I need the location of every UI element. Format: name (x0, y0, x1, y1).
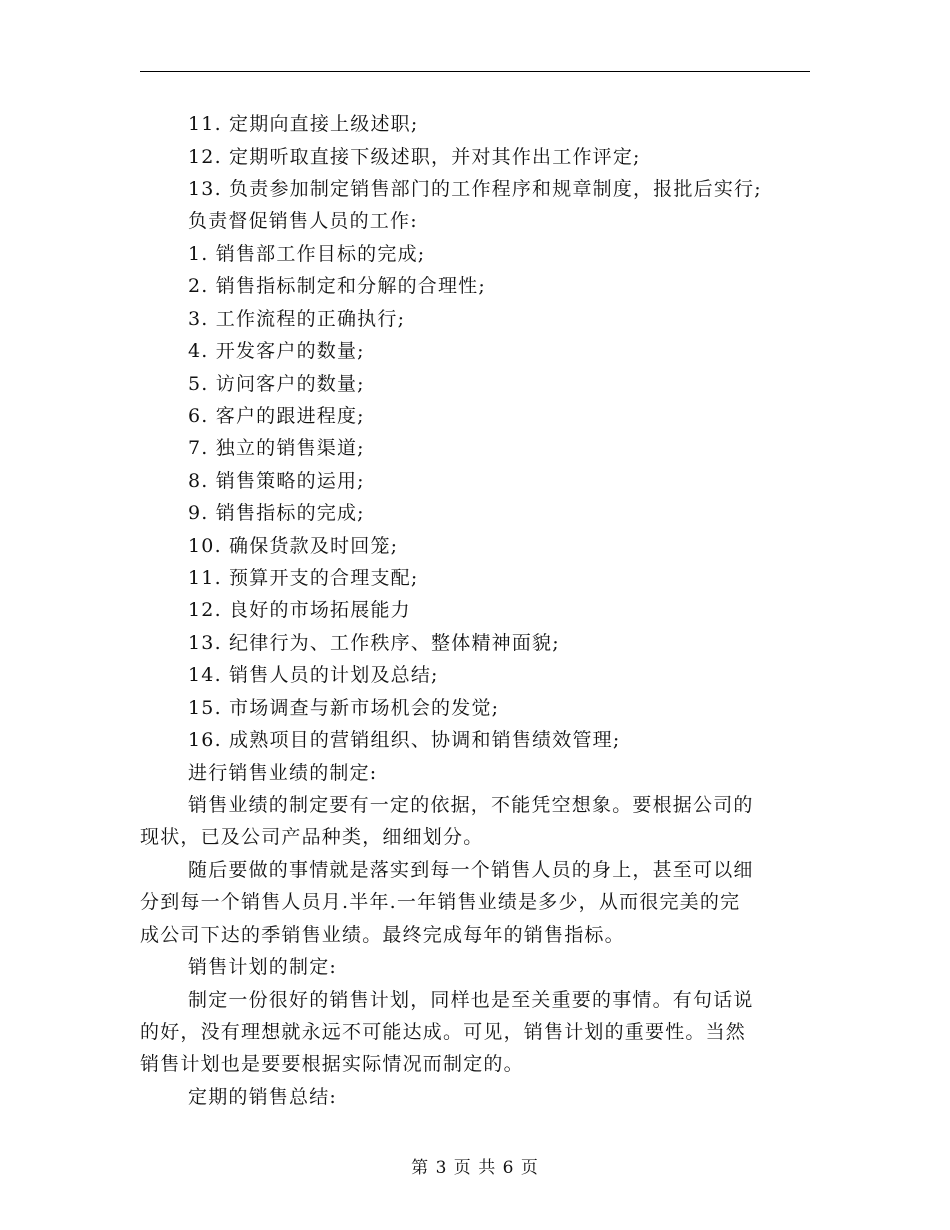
section-heading: 负责督促销售人员的工作: (188, 210, 418, 232)
list-item: 12. 良好的市场拓展能力 (188, 599, 411, 621)
list-item: 8. 销售策略的运用; (188, 470, 365, 492)
paragraph-line: 成公司下达的季销售业绩。最终完成每年的销售指标。 (140, 924, 625, 946)
list-item: 13. 负责参加制定销售部门的工作程序和规章制度，报批后实行; (188, 178, 762, 200)
paragraph-line: 分到每一个销售人员月.半年.一年销售业绩是多少，从而很完美的完 (140, 891, 741, 913)
paragraph-line: 的好，没有理想就永远不可能达成。可见，销售计划的重要性。当然 (140, 1021, 747, 1043)
list-item: 3. 工作流程的正确执行; (188, 308, 406, 330)
list-item: 15. 市场调查与新市场机会的发觉; (188, 697, 500, 719)
list-item: 4. 开发客户的数量; (188, 340, 365, 362)
list-item: 12. 定期听取直接下级述职，并对其作出工作评定; (188, 146, 641, 168)
list-item: 2. 销售指标制定和分解的合理性; (188, 275, 486, 297)
list-item: 6. 客户的跟进程度; (188, 405, 365, 427)
header-rule (140, 71, 810, 72)
paragraph-line: 销售业绩的制定要有一定的依据，不能凭空想象。要根据公司的 (188, 794, 754, 816)
paragraph-line: 销售计划也是要要根据实际情况而制定的。 (140, 1053, 524, 1075)
list-item: 16. 成熟项目的营销组织、协调和销售绩效管理; (188, 729, 621, 751)
list-item: 11. 预算开支的合理支配; (188, 567, 419, 589)
paragraph-line: 制定一份很好的销售计划，同样也是至关重要的事情。有句话说 (188, 989, 754, 1011)
list-item: 14. 销售人员的计划及总结; (188, 664, 439, 686)
paragraph-line: 现状，已及公司产品种类，细细划分。 (140, 826, 484, 848)
section-heading: 进行销售业绩的制定: (188, 762, 378, 784)
paragraph-line: 随后要做的事情就是落实到每一个销售人员的身上，甚至可以细 (188, 859, 754, 881)
list-item: 5. 访问客户的数量; (188, 373, 365, 395)
list-item: 7. 独立的销售渠道; (188, 437, 365, 459)
section-heading: 销售计划的制定: (188, 956, 338, 978)
list-item: 9. 销售指标的完成; (188, 502, 365, 524)
list-item: 11. 定期向直接上级述职; (188, 113, 419, 135)
list-item: 13. 纪律行为、工作秩序、整体精神面貌; (188, 632, 560, 654)
section-heading: 定期的销售总结: (188, 1086, 338, 1108)
page-number: 第 3 页 共 6 页 (411, 1158, 539, 1178)
list-item: 10. 确保货款及时回笼; (188, 535, 399, 557)
list-item: 1. 销售部工作目标的完成; (188, 243, 426, 265)
